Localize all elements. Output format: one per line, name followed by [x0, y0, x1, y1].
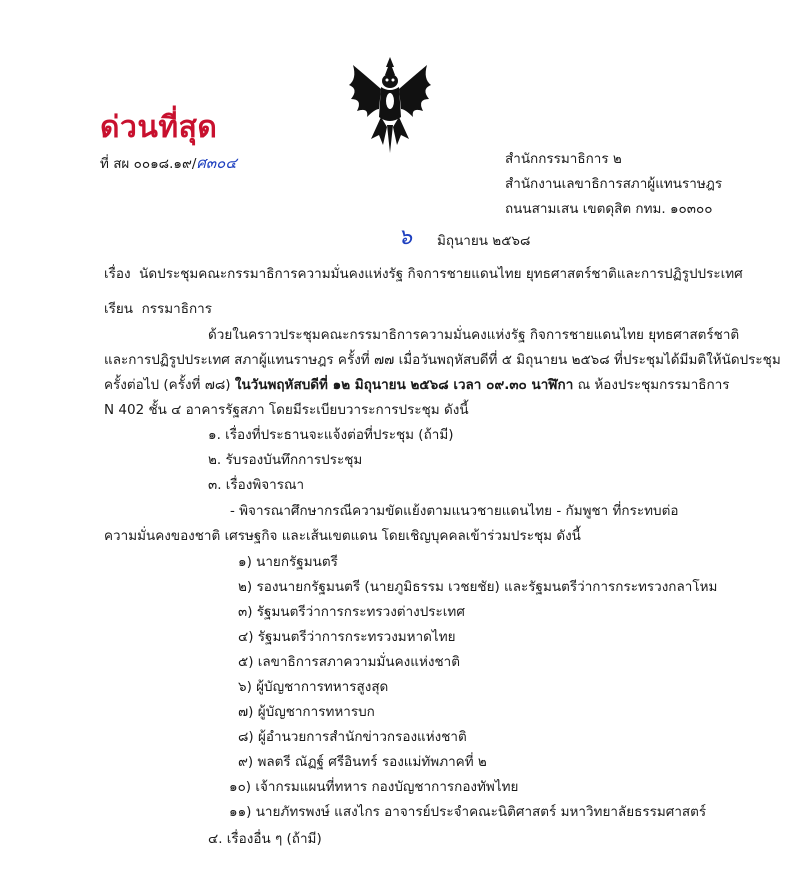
invitee-4: ๔) รัฐมนตรีว่าการกระทรวงมหาดไทย: [238, 629, 456, 645]
invitee-8: ๘) ผู้อำนวยการสำนักข่าวกรองแห่งชาติ: [238, 729, 467, 745]
body-line-3: [104, 376, 730, 394]
reference-number: [100, 154, 237, 173]
date-day-handwritten: ๖: [398, 225, 412, 250]
invitee-9: ๙) พลตรี ณัฏฐ์ ศรีอินทร์ รองแม่ทัพภาคที่ ๒: [238, 754, 487, 770]
meeting-datetime: ในวันพฤหัสบดีที่ ๑๒ มิถุนายน ๒๕๖๘ เวลา ๐๙.๓๐ นาฬิกา: [234, 377, 574, 393]
reference-prefix: ที่ สผ ๐๐๑๘.๑๙/: [100, 156, 197, 172]
date-month-year: มิถุนายน ๒๕๖๘: [437, 233, 531, 249]
body-line-2: และการปฏิรูปประเทศ สภาผู้แทนราษฎร ครั้งที่ ๗๗ เมื่อวันพฤหัสบดีที่ ๕ มิถุนายน ๒๕๖๘ ที่ประชุมได้มีมติให้นัดประชุม: [104, 352, 781, 368]
reference-handwritten-number: ศ๓๐๔: [196, 154, 237, 172]
garuda-emblem: [345, 55, 435, 155]
body-line-3-suffix: ณ ห้องประชุมกรรมาธิการ: [573, 377, 730, 393]
invitee-5: ๕) เลขาธิการสภาความมั่นคงแห่งชาติ: [238, 654, 460, 670]
subject-text: นัดประชุมคณะกรรมาธิการความมั่นคงแห่งรัฐ กิจการชายแดนไทย ยุทธศาสตร์ชาติและการปฏิรูปประเทศ: [139, 266, 743, 282]
invitee-7: ๗) ผู้บัญชาการทหารบก: [238, 704, 375, 720]
invitee-10: ๑๐) เจ้ากรมแผนที่ทหาร กองบัญชาการกองทัพไทย: [229, 779, 519, 795]
invitee-6: ๖) ผู้บัญชาการทหารสูงสุด: [238, 679, 389, 695]
agenda-item-4: ๔. เรื่องอื่น ๆ (ถ้ามี): [208, 831, 322, 847]
subject-line: [104, 265, 743, 283]
invitee-11: ๑๑) นายภัทรพงษ์ แสงไกร อาจารย์ประจำคณะนิติศาสตร์ มหาวิทยาลัยธรรมศาสตร์: [229, 804, 707, 820]
agenda-item-2: ๒. รับรองบันทึกการประชุม: [208, 452, 363, 468]
agenda-item-1: ๑. เรื่องที่ประธานจะแจ้งต่อที่ประชุม (ถ้ามี): [208, 427, 454, 443]
urgency-stamp: ด่วนที่สุด: [100, 110, 218, 145]
office-line-1: สำนักกรรมาธิการ ๒: [505, 151, 622, 167]
invitee-2: ๒) รองนายกรัฐมนตรี (นายภูมิธรรม เวชยชัย) และรัฐมนตรีว่าการกระทรวงกลาโหม: [238, 579, 718, 595]
recipient-label: เรียน: [104, 301, 134, 317]
consideration-line-1: - พิจารณาศึกษากรณีความขัดแย้งตามแนวชายแดนไทย - กัมพูชา ที่กระทบต่อ: [230, 503, 679, 519]
recipient-text: กรรมาธิการ: [141, 301, 213, 317]
office-line-2: สำนักงานเลขาธิการสภาผู้แทนราษฎร: [505, 176, 723, 192]
invitee-3: ๓) รัฐมนตรีว่าการกระทรวงต่างประเทศ: [238, 604, 465, 620]
body-line-3-prefix: ครั้งต่อไป (ครั้งที่ ๗๘): [104, 377, 235, 393]
subject-label: เรื่อง: [104, 266, 131, 282]
office-line-3: ถนนสามเสน เขตดุสิต กทม. ๑๐๓๐๐: [505, 201, 713, 217]
invitee-1: ๑) นายกรัฐมนตรี: [238, 554, 338, 570]
body-line-1: ด้วยในคราวประชุมคณะกรรมาธิการความมั่นคงแห่งรัฐ กิจการชายแดนไทย ยุทธศาสตร์ชาติ: [208, 327, 740, 343]
consideration-line-2: ความมั่นคงของชาติ เศรษฐกิจ และเส้นเขตแดน โดยเชิญบุคคลเข้าร่วมประชุม ดังนี้: [104, 528, 581, 544]
body-line-4: N 402 ชั้น ๔ อาคารรัฐสภา โดยมีระเบียบวาระการประชุม ดังนี้: [104, 402, 469, 418]
agenda-item-3: ๓. เรื่องพิจารณา: [208, 477, 305, 493]
recipient-line: [104, 300, 212, 318]
